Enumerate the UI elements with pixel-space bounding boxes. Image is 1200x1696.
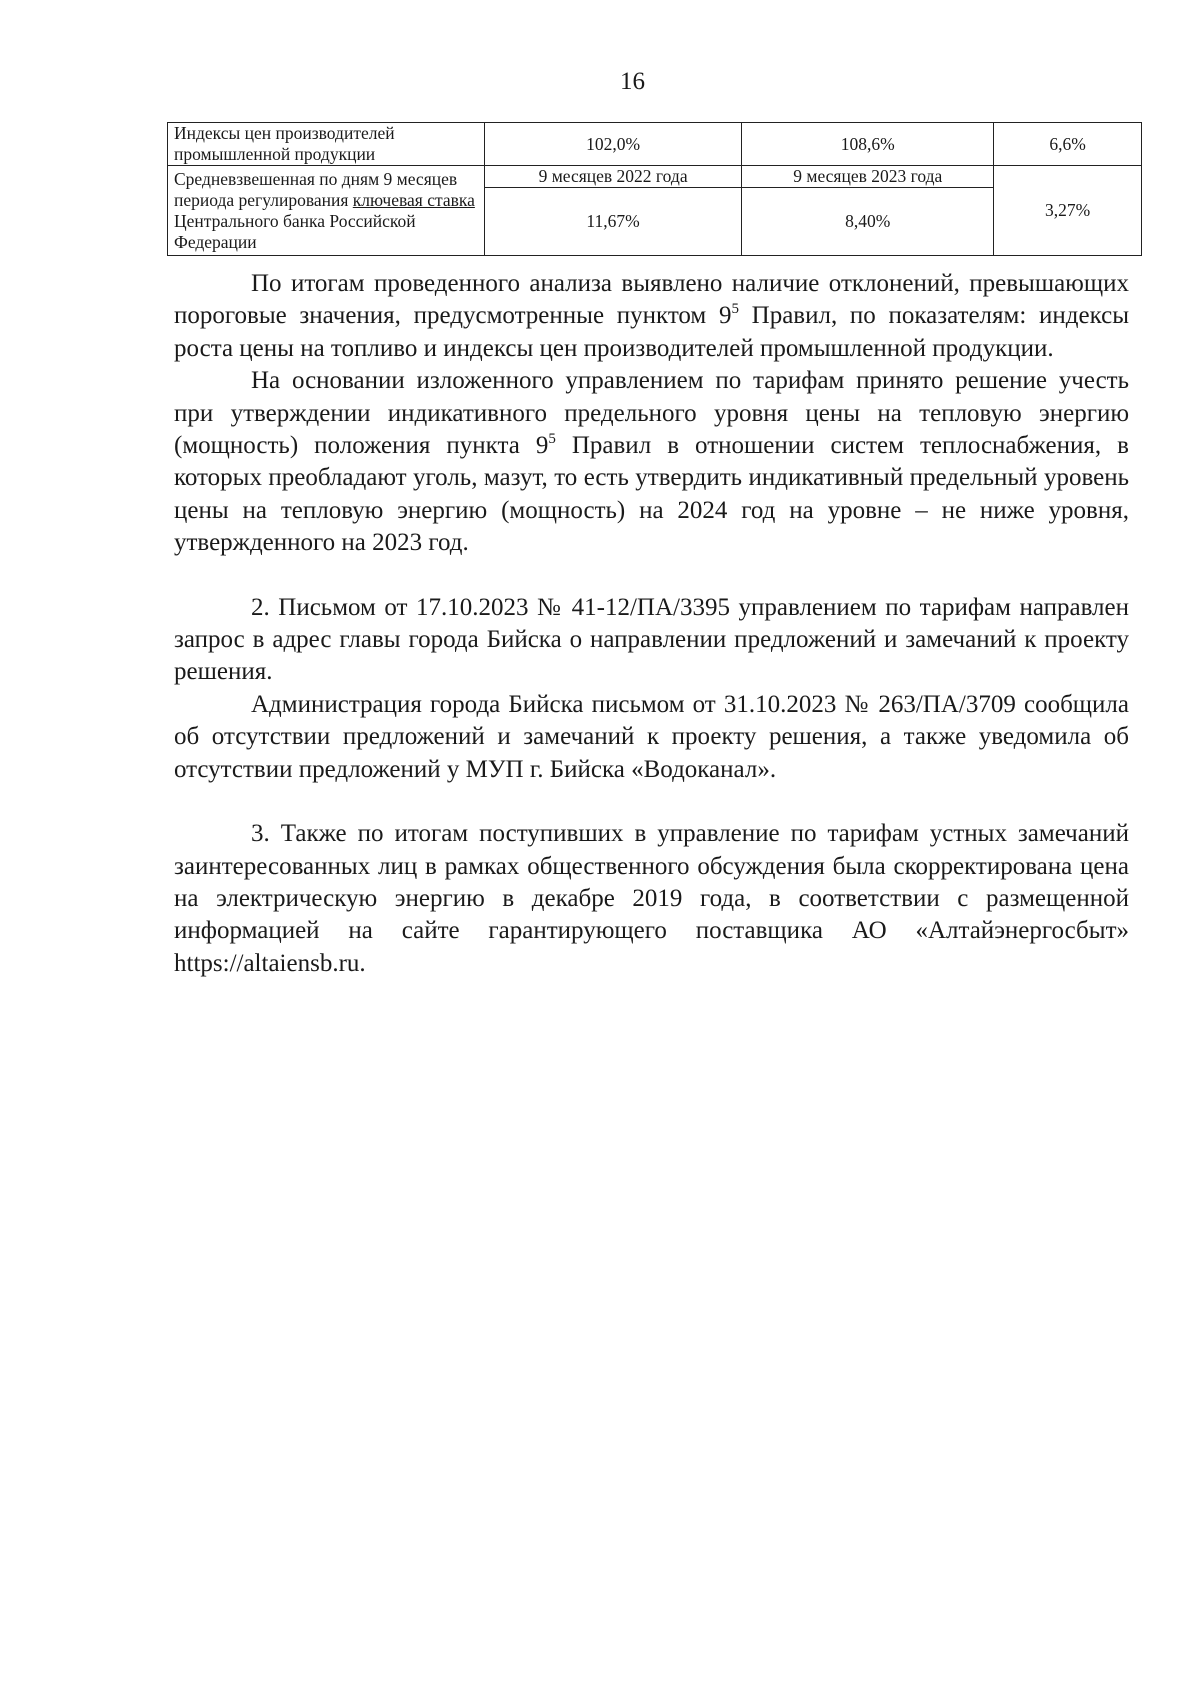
table-cell-label: Индексы цен производителей промышленной продукции bbox=[168, 123, 485, 166]
table-row bbox=[168, 123, 1142, 166]
superscript: 5 bbox=[731, 301, 739, 318]
paragraph-text: На основании изложенного управлением по тарифам принято решение учесть при утверждении индикативного предельного уровня цены на тепловую энергию (мощность) положения пункта 9 bbox=[174, 367, 1129, 460]
paragraph-text: По итогам проведенного анализа выявлено наличие отклонений, превышающих пороговые значения, предусмотренные пунктом 9 bbox=[174, 270, 1129, 330]
label-text: Средневзвешенная по дням 9 месяцев периода регулирования bbox=[174, 168, 458, 210]
paragraph bbox=[174, 365, 1129, 559]
paragraph: 3. Также по итогам поступивших в управление по тарифам устных замечаний заинтересованных лиц в рамках общественного обсуждения была скорректирована цена на электрическую энергию в декабре 2019 года, в соответствии с размещенной информацией на сайте гарантирующего поставщика АО «Алтайэнергосбыт» https://altaiensb.ru. bbox=[174, 820, 1129, 977]
table-cell-value: 11,67% bbox=[484, 188, 742, 256]
paragraph-text: Правил, по показателям: индексы роста цены на топливо и индексы цен производителей промышленной продукции. bbox=[174, 302, 1129, 362]
table-cell-value: 102,0% bbox=[484, 123, 742, 166]
document-body bbox=[174, 268, 1129, 980]
paragraph: 2. Письмом от 17.10.2023 № 41-12/ПА/3395 управлением по тарифам направлен запрос в адрес главы города Бийска о направлении предложений и замечаний к проекту решения. bbox=[174, 593, 1129, 686]
table-row bbox=[168, 166, 1142, 188]
indicators-table bbox=[167, 122, 1142, 256]
table-cell-value: 108,6% bbox=[742, 123, 994, 166]
table-cell-value: 8,40% bbox=[742, 188, 994, 256]
paragraph-text: Правил в отношении систем теплоснабжения, в которых преобладают уголь, мазут, то есть утвердить индикативный предельный уровень цены на тепловую энергию (мощность) на 2024 год на уровне – не ниже уровня, утвержденного на 2023 год. bbox=[174, 432, 1129, 557]
table-cell-label bbox=[168, 166, 485, 256]
table-cell-value: 3,27% bbox=[994, 166, 1142, 256]
superscript: 5 bbox=[548, 431, 556, 448]
table-cell-header: 9 месяцев 2022 года bbox=[484, 166, 742, 188]
paragraph: Администрация города Бийска письмом от 31.10.2023 № 263/ПА/3709 сообщила об отсутствии предложений и замечаний к проекту решения, а также уведомила об отсутствии предложений у МУП г. Бийска «Водоканал». bbox=[174, 690, 1129, 783]
page-number: 16 bbox=[620, 68, 645, 95]
paragraph bbox=[174, 268, 1129, 365]
label-text: Центрального банка Российской Федерации bbox=[174, 210, 416, 252]
label-underlined-text: ключевая ставка bbox=[352, 189, 475, 210]
table-cell-value: 6,6% bbox=[994, 123, 1142, 166]
table-cell-header: 9 месяцев 2023 года bbox=[742, 166, 994, 188]
